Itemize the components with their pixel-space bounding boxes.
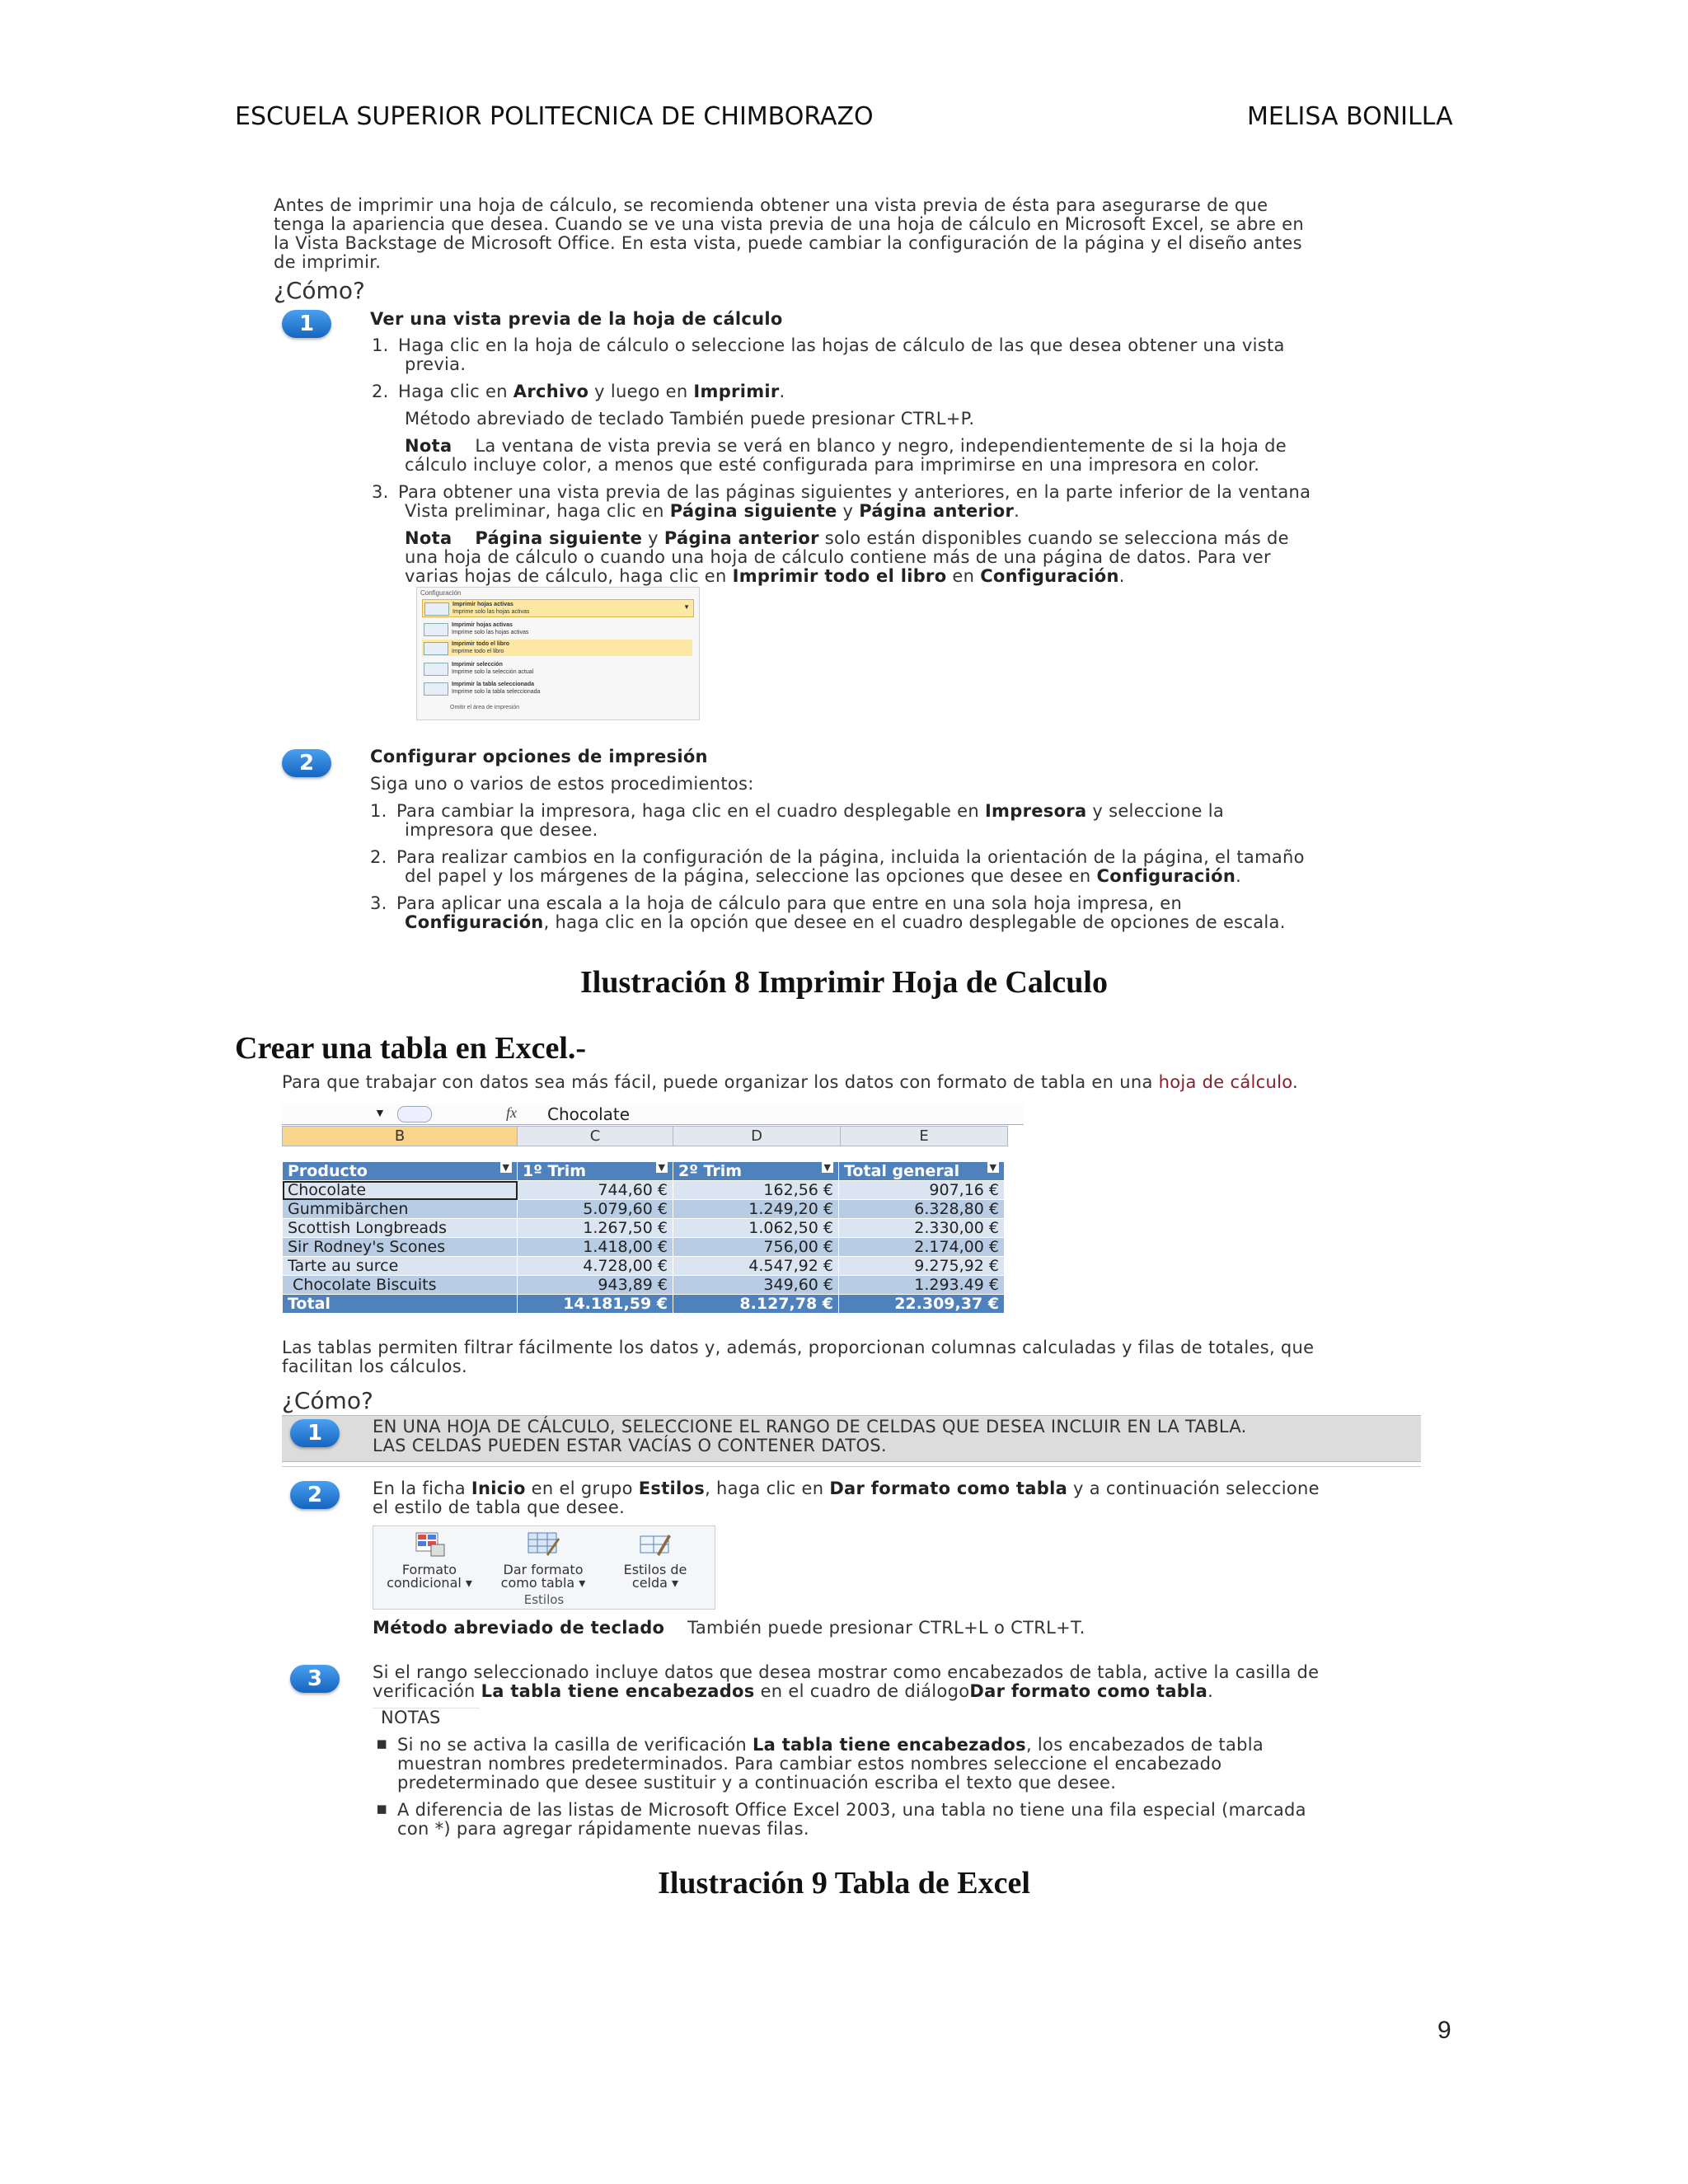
item-text: Imprimir	[693, 382, 780, 401]
step-line	[373, 1479, 1320, 1498]
step-text: verificación	[373, 1681, 481, 1701]
note-text: con *) para agregar rápidamente nuevas filas.	[397, 1819, 809, 1839]
table-cell[interactable]: 349,60 €	[673, 1276, 839, 1295]
table-row	[283, 1257, 1005, 1276]
workbook-icon	[424, 642, 448, 655]
item-text-line	[370, 867, 1491, 886]
table-cell[interactable]: Scottish Longbreads	[283, 1219, 518, 1238]
item-text: y seleccione la	[1086, 801, 1224, 821]
note-text: Configuración	[980, 566, 1119, 586]
step-text: , haga clic en	[705, 1479, 830, 1498]
config-option[interactable]	[422, 660, 692, 677]
item-text: Página anterior	[859, 501, 1015, 521]
note-text: La ventana de vista previa se verá en blanco y negro, independientemente de si la hoja de	[475, 436, 1287, 456]
intro-text: Para que trabajar con datos sea más fácil, puede organizar los datos con formato de tabla en una	[282, 1072, 1159, 1092]
item-text: .	[1014, 501, 1020, 521]
formula-bar	[282, 1104, 1024, 1125]
table-cell[interactable]: 1.267,50 €	[518, 1219, 673, 1238]
step-2-intro: Siga uno o varios de estos procedimientos:	[370, 774, 754, 794]
config-title: Configuración	[420, 589, 462, 597]
step-1-title-text: Ver una vista previa de la hoja de cálculo	[370, 309, 783, 329]
item-text: y luego en	[588, 382, 694, 401]
table-cell[interactable]: 756,00 €	[673, 1238, 839, 1257]
note-text: .	[1118, 566, 1125, 586]
step-text: Dar formato como tabla	[829, 1479, 1068, 1498]
list-item	[372, 336, 1493, 355]
item-text: previa.	[405, 354, 467, 374]
note-text: muestran nombres predeterminados. Para cambiar estos nombres seleccione el encabezado	[397, 1754, 1222, 1774]
table-cell[interactable]: 2.330,00 €	[839, 1219, 1005, 1238]
column-headers	[282, 1126, 1008, 1146]
step-line	[373, 1682, 1444, 1701]
button-label: como tabla ▾	[500, 1575, 586, 1591]
total-cell[interactable]: 8.127,78 €	[673, 1295, 839, 1314]
item-text: Archivo	[513, 382, 589, 401]
table-step-1	[373, 1418, 1247, 1455]
shortcut-label: Método abreviado de teclado	[373, 1618, 665, 1638]
filter-dropdown-icon[interactable]: ▼	[822, 1162, 833, 1173]
step-text: en el cuadro de diálogo	[754, 1681, 970, 1701]
filter-dropdown-icon[interactable]: ▼	[987, 1162, 999, 1173]
total-cell[interactable]: 14.181,59 €	[518, 1295, 673, 1314]
item-text: Para realizar cambios en la configuración de la página, incluida la orientación de la página, el tamaño	[396, 847, 1305, 867]
step-text: LAS CELDAS PUEDEN ESTAR VACÍAS O CONTENER DATOS.	[373, 1436, 887, 1455]
caption-8: Ilustración 8 Imprimir Hoja de Calculo	[579, 965, 1108, 1000]
header-label: Total general	[844, 1162, 960, 1180]
option-sub: Imprime solo las hojas activas	[452, 609, 530, 615]
option-sub: Imprime solo la selección actual	[452, 669, 534, 675]
sheet-icon	[424, 602, 449, 616]
option-sub: Imprime solo la tabla seleccionada	[452, 689, 541, 695]
config-option[interactable]	[422, 621, 692, 637]
header-institution: ESCUELA SUPERIOR POLITECNICA DE CHIMBORAZO	[235, 102, 874, 131]
note-text-line	[372, 567, 1493, 586]
item-text: .	[779, 382, 785, 401]
item-text: Página siguiente	[669, 501, 837, 521]
step-1-title	[370, 310, 783, 329]
list-item	[370, 848, 1491, 867]
print-intro	[274, 196, 1493, 272]
step-1-badge: 1	[290, 1419, 340, 1447]
table-cell[interactable]: Sir Rodney's Scones	[283, 1238, 518, 1257]
table-cell[interactable]: 1.249,20 €	[673, 1200, 839, 1219]
table-row	[283, 1181, 1005, 1200]
item-number: 2.	[372, 382, 389, 401]
after-line: Las tablas permiten filtrar fácilmente los datos y, además, proporcionan columnas calculadas y filas de totales, que	[282, 1338, 1315, 1357]
step-2-badge: 2	[282, 749, 331, 777]
item-number: 1.	[372, 335, 389, 355]
step-text: Si el rango seleccionado incluye datos que desea mostrar como encabezados de tabla, active la casilla de	[373, 1662, 1320, 1682]
item-text: .	[1236, 866, 1242, 886]
option-title: Imprimir selección	[452, 662, 503, 668]
table-cell[interactable]: 9.275,92 €	[839, 1257, 1005, 1276]
table-row	[283, 1238, 1005, 1257]
button-label: Formato	[401, 1562, 457, 1577]
chevron-down-icon[interactable]: ▼	[374, 1106, 386, 1119]
option-title: Imprimir todo el libro	[452, 641, 510, 647]
note-label: Nota	[405, 528, 452, 548]
shortcut-text: Método abreviado de teclado También puede presionar CTRL+P.	[405, 409, 975, 429]
column-letter[interactable]: E	[841, 1127, 1008, 1146]
step-text: el estilo de tabla que desee.	[373, 1497, 626, 1517]
note-text: en	[946, 566, 981, 586]
intro-line: la Vista Backstage de Microsoft Office. En esta vista, puede cambiar la configuración de la página y el diseño antes	[274, 233, 1302, 253]
function-icon[interactable]: fx	[506, 1104, 517, 1121]
header-label: 1º Trim	[523, 1162, 587, 1180]
como-heading: ¿Cómo?	[274, 277, 365, 304]
note-text: varias hojas de cálculo, haga clic en	[405, 566, 733, 586]
table-cell[interactable]: 2.174,00 €	[839, 1238, 1005, 1257]
step-text: En la ficha	[373, 1479, 471, 1498]
shortcut-text: También puede presionar CTRL+L o CTRL+T.	[687, 1618, 1085, 1638]
worksheet-link[interactable]: hoja de cálculo	[1158, 1072, 1292, 1092]
note-text: Página anterior	[663, 528, 819, 548]
item-text: , haga clic en la opción que desee en el cuadro desplegable de opciones de escala.	[543, 912, 1286, 932]
table-header-cell[interactable]	[673, 1162, 839, 1181]
step-1-badge: 1	[282, 310, 331, 338]
item-text: y	[837, 501, 860, 521]
cell-styles-button[interactable]	[606, 1530, 705, 1590]
table-cell[interactable]: 162,56 €	[673, 1181, 839, 1200]
option-title: Imprimir la tabla seleccionada	[452, 682, 534, 687]
button-label: Estilos de	[623, 1562, 687, 1577]
table-cell[interactable]: 5.079,60 €	[518, 1200, 673, 1219]
note-text: , los encabezados de tabla	[1025, 1735, 1264, 1755]
note-item	[373, 1733, 1444, 1793]
item-text: Configuración	[405, 912, 544, 932]
note-text: Imprimir todo el libro	[732, 566, 947, 586]
item-text: del papel y los márgenes de la página, seleccione las opciones que desee en	[405, 866, 1097, 886]
item-text: Haga clic en la hoja de cálculo o seleccione las hojas de cálculo de las que desea obtener una vista	[398, 335, 1285, 355]
step-2-badge: 2	[290, 1481, 340, 1509]
divider	[282, 1466, 1421, 1467]
intro-text: .	[1292, 1072, 1298, 1092]
table-header-cell[interactable]	[518, 1162, 673, 1181]
page-number: 9	[1437, 2017, 1451, 2044]
note-text: cálculo incluye color, a menos que esté configurada para imprimirse en una impresora en color.	[405, 455, 1260, 475]
option-title: Imprimir hojas activas	[452, 622, 513, 628]
item-number: 3.	[370, 893, 387, 913]
format-as-table-button[interactable]	[494, 1530, 593, 1590]
note-text: La tabla tiene encabezados	[752, 1735, 1026, 1755]
styles-ribbon-group	[373, 1526, 715, 1610]
table-cell-selected[interactable]: Chocolate	[283, 1181, 518, 1200]
table-row	[283, 1200, 1005, 1219]
format-table-icon	[525, 1530, 561, 1558]
option-sub: Imprime solo las hojas activas	[452, 630, 529, 635]
total-cell[interactable]: 22.309,37 €	[839, 1295, 1005, 1314]
table-cell[interactable]: 1.418,00 €	[518, 1238, 673, 1257]
intro-line: de imprimir.	[274, 252, 382, 272]
config-footer: Omitir el área de impresión	[450, 705, 520, 710]
table-after-text	[282, 1338, 1436, 1376]
filter-dropdown-icon[interactable]: ▼	[500, 1162, 512, 1173]
step-text: EN UNA HOJA DE CÁLCULO, SELECCIONE EL RANGO DE CELDAS QUE DESEA INCLUIR EN LA TABLA.	[373, 1417, 1247, 1436]
header-label: 2º Trim	[678, 1162, 743, 1180]
table-cell[interactable]: 4.547,92 €	[673, 1257, 839, 1276]
note-label: Nota	[405, 436, 452, 456]
column-letter[interactable]: D	[673, 1127, 841, 1146]
option-sub: Imprime todo el libro	[452, 649, 504, 654]
table-cell[interactable]: 943,89 €	[518, 1276, 673, 1295]
item-number: 2.	[370, 847, 387, 867]
cell-styles-icon	[637, 1530, 673, 1558]
list-item	[372, 483, 1493, 502]
notas-heading: NOTAS	[373, 1708, 480, 1727]
note-item	[373, 1798, 1444, 1839]
step-text: en el grupo	[525, 1479, 639, 1498]
item-text: Vista preliminar, haga clic en	[405, 501, 670, 521]
item-text: Para obtener una vista previa de las páginas siguientes y anteriores, en la parte inferior de la ventana	[398, 482, 1311, 502]
table-icon	[424, 682, 448, 696]
header-label: Producto	[288, 1162, 368, 1180]
option-title: Imprimir hojas activas	[452, 602, 513, 607]
step-text: La tabla tiene encabezados	[481, 1681, 755, 1701]
config-option[interactable]	[422, 680, 692, 696]
note-text: Si no se activa la casilla de verificación	[397, 1735, 753, 1755]
table-cell[interactable]: 744,60 €	[518, 1181, 673, 1200]
table-row	[283, 1219, 1005, 1238]
name-box-toggle[interactable]	[397, 1106, 432, 1122]
sheet-icon	[424, 623, 448, 636]
after-line: facilitan los cálculos.	[282, 1357, 468, 1376]
print-config-dropdown	[416, 587, 700, 720]
total-row	[283, 1295, 1005, 1314]
caption-9: Ilustración 9 Tabla de Excel	[658, 1866, 1030, 1900]
step-text: .	[1207, 1681, 1214, 1701]
note-text: A diferencia de las listas de Microsoft Office Excel 2003, una tabla no tiene una fila especial (marcada	[397, 1800, 1306, 1820]
column-letter[interactable]: B	[283, 1127, 518, 1146]
conditional-format-icon	[411, 1530, 448, 1558]
note-text: predeterminado que desee sustituir y a continuación escriba el texto que desee.	[397, 1773, 1117, 1793]
list-item	[370, 802, 1491, 821]
item-text: Para cambiar la impresora, haga clic en el cuadro desplegable en	[396, 801, 985, 821]
note-text: solo están disponibles cuando se selecciona más de	[818, 528, 1289, 548]
list-item	[372, 382, 1493, 401]
table-cell[interactable]: Chocolate Biscuits	[283, 1276, 518, 1295]
table-cell[interactable]: 4.728,00 €	[518, 1257, 673, 1276]
bullet-icon: ▪	[376, 1733, 388, 1753]
step-text: Estilos	[638, 1479, 706, 1498]
note-text: Página siguiente	[475, 528, 643, 548]
table-header-cell[interactable]	[839, 1162, 1005, 1181]
note-line	[397, 1736, 1444, 1755]
button-label: celda ▾	[631, 1575, 679, 1591]
bullet-icon: ▪	[376, 1798, 388, 1818]
table-shortcut	[373, 1619, 1085, 1638]
table-cell[interactable]: 907,16 €	[839, 1181, 1005, 1200]
chevron-down-icon: ▼	[683, 603, 690, 611]
item-text-line	[372, 502, 1493, 521]
config-selected[interactable]	[422, 599, 694, 617]
table-cell[interactable]: 1.062,50 €	[673, 1219, 839, 1238]
note-text: y	[642, 528, 664, 548]
item-text: Haga clic en	[398, 382, 513, 401]
item-number: 3.	[372, 482, 389, 502]
button-label: Dar formato	[503, 1562, 584, 1577]
item-text: Impresora	[984, 801, 1087, 821]
list-item	[370, 894, 1491, 913]
note	[372, 437, 1493, 456]
como-heading: ¿Cómo?	[282, 1387, 373, 1414]
step-3-badge: 3	[290, 1665, 340, 1693]
table-cell[interactable]: 1.293.49 €	[839, 1276, 1005, 1295]
step-2-title	[370, 748, 708, 766]
excel-data-table	[282, 1161, 1005, 1314]
total-cell[interactable]: Total	[283, 1295, 518, 1314]
table-intro	[282, 1073, 1298, 1092]
step-text: y a continuación seleccione	[1067, 1479, 1320, 1498]
step-text: Dar formato como tabla	[969, 1681, 1208, 1701]
item-text: Para aplicar una escala a la hoja de cálculo para que entre en una sola hoja impresa, en	[396, 893, 1183, 913]
table-step-2	[373, 1479, 1320, 1517]
ribbon-group-label: Estilos	[523, 1592, 565, 1607]
item-text-line	[370, 913, 1491, 932]
header-author: MELISA BONILLA	[1247, 102, 1453, 131]
item-number: 1.	[370, 801, 387, 821]
step-1-list	[372, 336, 1493, 586]
table-cell[interactable]: 6.328,80 €	[839, 1200, 1005, 1219]
table-header-cell[interactable]	[283, 1162, 518, 1181]
button-label: condicional ▾	[387, 1575, 472, 1591]
table-row	[283, 1276, 1005, 1295]
config-option[interactable]	[422, 640, 692, 656]
intro-line: Antes de imprimir una hoja de cálculo, se recomienda obtener una vista previa de ésta para asegurarse de que	[274, 195, 1268, 215]
column-letter[interactable]: C	[518, 1127, 673, 1146]
step-2-title-text: Configurar opciones de impresión	[370, 747, 708, 766]
step-text: Inicio	[471, 1479, 526, 1498]
selection-icon	[424, 663, 448, 676]
note	[372, 529, 1493, 548]
section-heading: Crear una tabla en Excel.-	[235, 1031, 587, 1066]
item-text: impresora que desee.	[405, 820, 598, 840]
note-text: una hoja de cálculo o cuando una hoja de cálculo contiene más de una página de datos. Para ver	[405, 547, 1271, 567]
intro-line: tenga la apariencia que desea. Cuando se ve una vista previa de una hoja de cálculo en Microsoft Excel, se abre en	[274, 214, 1304, 234]
table-step-3	[373, 1663, 1444, 1839]
step-2-list	[370, 775, 1491, 932]
filter-dropdown-icon[interactable]: ▼	[656, 1162, 668, 1173]
conditional-format-button[interactable]	[380, 1530, 479, 1590]
table-cell[interactable]: Tarte au surce	[283, 1257, 518, 1276]
formula-value[interactable]: Chocolate	[547, 1104, 631, 1124]
item-text: Configuración	[1096, 866, 1236, 886]
table-cell[interactable]: Gummibärchen	[283, 1200, 518, 1219]
